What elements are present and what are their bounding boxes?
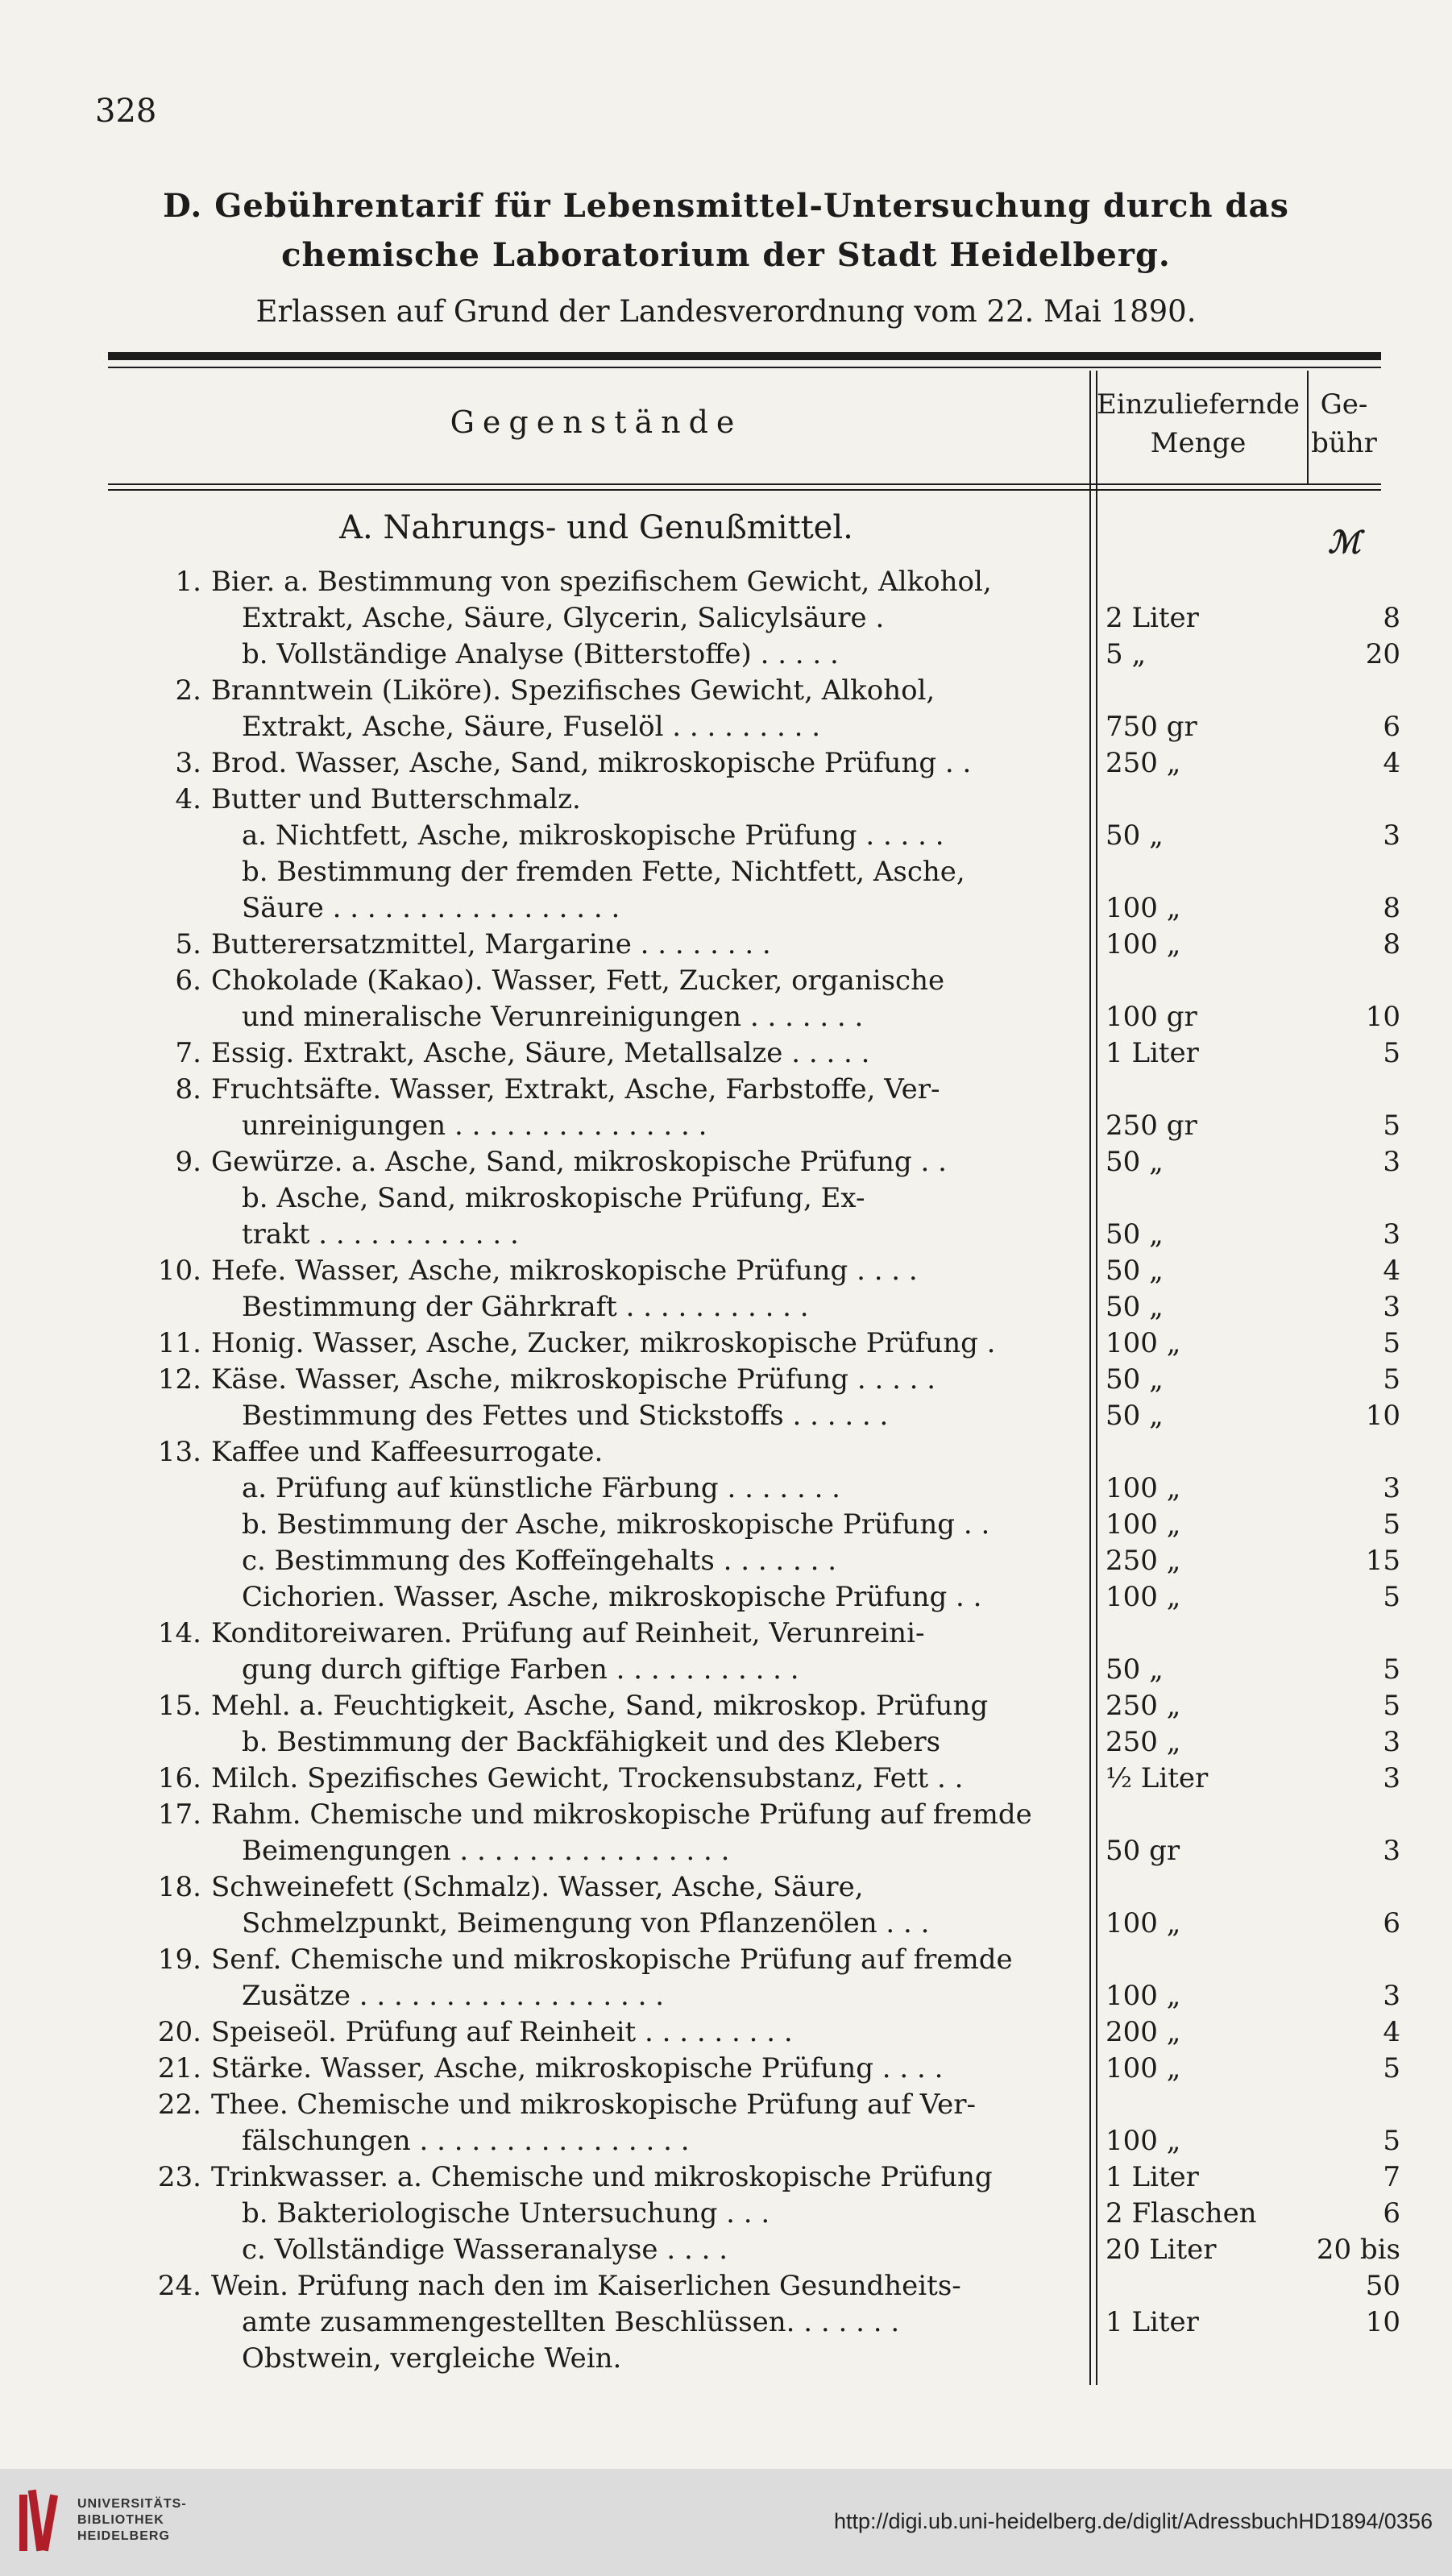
item-quantity: 100 gr — [1106, 1001, 1197, 1033]
item-description: Gewürze. a. Asche, Sand, mikroskopische Prüfung . . — [211, 1146, 947, 1178]
table-row — [0, 2304, 1452, 2340]
item-number: 4. — [175, 783, 201, 815]
item-quantity: 1 Liter — [1106, 1037, 1199, 1069]
item-description: b. Bestimmung der fremden Fette, Nichtfett, Asche, — [242, 856, 965, 888]
library-logo-text — [77, 2496, 187, 2545]
item-quantity: 5 „ — [1106, 638, 1147, 670]
item-quantity: 50 „ — [1106, 1363, 1164, 1396]
item-description: Mehl. a. Feuchtigkeit, Asche, Sand, mikroskop. Prüfung — [211, 1690, 989, 1722]
item-description: Thee. Chemische und mikroskopische Prüfung auf Ver- — [211, 2089, 977, 2121]
item-quantity: ½ Liter — [1106, 1762, 1209, 1794]
item-quantity: 50 gr — [1106, 1835, 1180, 1867]
item-number: 15. — [157, 1690, 201, 1722]
item-description: Extrakt, Asche, Säure, Fuselöl . . . . . . . . . — [242, 711, 821, 743]
item-fee: 3 — [1383, 819, 1400, 852]
item-quantity: 250 „ — [1106, 1726, 1181, 1758]
item-quantity: 100 „ — [1106, 1472, 1181, 1504]
table-row — [0, 2051, 1452, 2086]
table-row — [0, 1724, 1452, 1760]
table-top-thick-rule — [108, 352, 1381, 360]
table-row — [0, 1471, 1452, 1506]
item-fee: 4 — [1383, 747, 1400, 779]
table-row — [0, 963, 1452, 998]
table-row — [0, 2341, 1452, 2376]
item-fee: 4 — [1383, 2016, 1400, 2048]
item-quantity: 100 „ — [1106, 892, 1181, 924]
item-quantity: 50 „ — [1106, 1291, 1164, 1323]
item-description: Honig. Wasser, Asche, Zucker, mikroskopische Prüfung . — [211, 1327, 996, 1359]
item-description: Beimengungen . . . . . . . . . . . . . . . . — [242, 1835, 730, 1867]
item-fee: 10 — [1365, 2306, 1400, 2338]
item-fee: 5 — [1383, 2125, 1400, 2157]
item-description: Kaffee und Kaffeesurrogate. — [211, 1436, 604, 1468]
item-fee: 15 — [1365, 1545, 1400, 1577]
item-description: Trinkwasser. a. Chemische und mikroskopische Prüfung — [211, 2161, 993, 2193]
item-number: 2. — [175, 674, 201, 707]
item-fee: 20 bis — [1316, 2234, 1400, 2266]
item-description: Fruchtsäfte. Wasser, Extrakt, Asche, Farbstoffe, Ver- — [211, 1073, 940, 1105]
header-bottom-rule — [108, 483, 1381, 485]
table-row — [0, 1833, 1452, 1869]
item-description: Konditoreiwaren. Prüfung auf Reinheit, Verunreini- — [211, 1617, 925, 1649]
item-number: 11. — [157, 1327, 201, 1359]
item-description: Brod. Wasser, Asche, Sand, mikroskopische Prüfung . . — [211, 747, 972, 779]
item-quantity: 100 „ — [1106, 1581, 1181, 1613]
item-description: gung durch giftige Farben . . . . . . . . . . . — [242, 1653, 799, 1686]
item-description: a. Prüfung auf künstliche Färbung . . . . . . . — [242, 1472, 840, 1504]
column-header-menge-line-1: Einzuliefernde — [1096, 388, 1300, 421]
item-description: unreinigungen . . . . . . . . . . . . . . . — [242, 1110, 707, 1142]
table-row — [0, 2268, 1452, 2304]
item-fee: 5 — [1383, 1363, 1400, 1396]
table-row — [0, 1616, 1452, 1651]
item-fee: 3 — [1383, 1472, 1400, 1504]
item-number: 6. — [175, 964, 201, 997]
item-number: 10. — [157, 1255, 201, 1287]
item-quantity: 100 „ — [1106, 1907, 1181, 1939]
table-row — [0, 564, 1452, 599]
table-row — [0, 1362, 1452, 1397]
item-quantity: 1 Liter — [1106, 2306, 1199, 2338]
item-description: b. Asche, Sand, mikroskopische Prüfung, Ex- — [242, 1182, 865, 1214]
item-quantity: 750 gr — [1106, 711, 1197, 743]
table-row — [0, 1761, 1452, 1796]
item-quantity: 50 „ — [1106, 1218, 1164, 1251]
item-fee: 3 — [1383, 1762, 1400, 1794]
item-number: 18. — [157, 1871, 201, 1903]
item-fee: 7 — [1383, 2161, 1400, 2193]
item-description: b. Bakteriologische Untersuchung . . . — [242, 2197, 770, 2230]
item-description: Wein. Prüfung nach den im Kaiserlichen Gesundheits- — [211, 2270, 961, 2302]
table-row — [0, 1978, 1452, 2014]
item-quantity: 1 Liter — [1106, 2161, 1199, 2193]
item-fee: 20 — [1365, 638, 1400, 670]
item-fee: 6 — [1383, 711, 1400, 743]
item-number: 1. — [175, 566, 201, 598]
item-fee: 50 — [1365, 2270, 1400, 2302]
item-fee: 6 — [1383, 1907, 1400, 1939]
item-quantity: 100 „ — [1106, 2052, 1181, 2084]
item-fee: 8 — [1383, 928, 1400, 960]
item-quantity: 50 „ — [1106, 1146, 1164, 1178]
item-number: 17. — [157, 1798, 201, 1831]
item-fee: 5 — [1383, 1327, 1400, 1359]
item-fee: 5 — [1383, 2052, 1400, 2084]
item-fee: 5 — [1383, 1508, 1400, 1541]
item-fee: 5 — [1383, 1581, 1400, 1613]
item-quantity: 50 „ — [1106, 1255, 1164, 1287]
table-row — [0, 2087, 1452, 2122]
item-description: Schmelzpunkt, Beimengung von Pflanzenölen . . . — [242, 1907, 930, 1939]
item-quantity: 100 „ — [1106, 2125, 1181, 2157]
item-description: und mineralische Verunreinigungen . . . . . . . — [242, 1001, 864, 1033]
item-number: 23. — [157, 2161, 201, 2193]
table-row — [0, 2014, 1452, 2050]
item-quantity: 250 gr — [1106, 1110, 1197, 1142]
item-description: trakt . . . . . . . . . . . . — [242, 1218, 519, 1251]
table-row — [0, 1217, 1452, 1252]
item-number: 9. — [175, 1146, 201, 1178]
item-quantity: 100 „ — [1106, 1980, 1181, 2012]
item-description: Extrakt, Asche, Säure, Glycerin, Salicylsäure . — [242, 602, 885, 634]
item-fee: 5 — [1383, 1653, 1400, 1686]
library-logo-line-3: HEIDELBERG — [77, 2529, 170, 2543]
item-description: amte zusammengestellten Beschlüssen. . . . . . . — [242, 2306, 900, 2338]
table-row — [0, 2123, 1452, 2159]
item-description: b. Bestimmung der Backfähigkeit und des Klebers — [242, 1726, 941, 1758]
column-divider-gebuehr — [1307, 371, 1309, 483]
table-row — [0, 1942, 1452, 1977]
item-number: 20. — [157, 2016, 201, 2048]
item-description: Chokolade (Kakao). Wasser, Fett, Zucker, organische — [211, 964, 945, 997]
item-description: Rahm. Chemische und mikroskopische Prüfung auf fremde — [211, 1798, 1032, 1831]
item-description: Cichorien. Wasser, Asche, mikroskopische Prüfung . . — [242, 1581, 982, 1613]
item-number: 5. — [175, 928, 201, 960]
page-number: 328 — [95, 93, 157, 130]
item-fee: 5 — [1383, 1110, 1400, 1142]
item-number: 21. — [157, 2052, 201, 2084]
item-number: 7. — [175, 1037, 201, 1069]
item-fee: 5 — [1383, 1690, 1400, 1722]
item-description: Bier. a. Bestimmung von spezifischem Gewicht, Alkohol, — [211, 566, 992, 598]
table-row — [0, 1398, 1452, 1433]
item-description: b. Vollständige Analyse (Bitterstoffe) . . . . . — [242, 638, 839, 670]
table-row — [0, 1108, 1452, 1143]
item-quantity: 250 „ — [1106, 1545, 1181, 1577]
item-quantity: 50 „ — [1106, 1400, 1164, 1432]
item-quantity: 250 „ — [1106, 1690, 1181, 1722]
source-url-link[interactable]: http://digi.ub.uni-heidelberg.de/diglit/AdressbuchHD1894/0356 — [833, 2509, 1433, 2533]
table-row — [0, 709, 1452, 745]
column-header-menge-line-2: Menge — [1150, 427, 1247, 459]
table-row — [0, 637, 1452, 672]
item-number: 8. — [175, 1073, 201, 1105]
table-row — [0, 1035, 1452, 1071]
item-number: 24. — [157, 2270, 201, 2302]
table-row — [0, 2196, 1452, 2231]
item-fee: 3 — [1383, 1726, 1400, 1758]
table-row — [0, 1869, 1452, 1905]
item-number: 16. — [157, 1762, 201, 1794]
table-row — [0, 818, 1452, 853]
item-fee: 10 — [1365, 1001, 1400, 1033]
item-description: a. Nichtfett, Asche, mikroskopische Prüfung . . . . . — [242, 819, 944, 852]
item-description: Obstwein, vergleiche Wein. — [242, 2342, 622, 2375]
table-row — [0, 1253, 1452, 1288]
table-row — [0, 1543, 1452, 1578]
item-number: 14. — [157, 1617, 201, 1649]
item-description: c. Bestimmung des Koffeïngehalts . . . . . . . — [242, 1545, 837, 1577]
document-title-line-1: D. Gebührentarif für Lebensmittel-Untersuchung durch das — [163, 187, 1289, 225]
item-description: Speiseöl. Prüfung auf Reinheit . . . . . . . . . — [211, 2016, 793, 2048]
column-header-gebuehr — [1310, 385, 1378, 463]
table-row — [0, 927, 1452, 962]
document-title-line-2: chemische Laboratorium der Stadt Heidelberg. — [281, 236, 1171, 274]
table-row — [0, 2159, 1452, 2195]
item-quantity: 2 Flaschen — [1106, 2197, 1257, 2230]
table-row — [0, 854, 1452, 890]
item-description: Butter und Butterschmalz. — [211, 783, 581, 815]
library-logo-icon — [15, 2487, 68, 2561]
column-header-menge — [1089, 385, 1307, 463]
table-row — [0, 1144, 1452, 1180]
table-row — [0, 1072, 1452, 1107]
item-description: Schweinefett (Schmalz). Wasser, Asche, Säure, — [211, 1871, 864, 1903]
table-row — [0, 782, 1452, 817]
library-logo-line-2: BIBLIOTHEK — [77, 2513, 164, 2527]
table-row — [0, 999, 1452, 1035]
item-quantity: 200 „ — [1106, 2016, 1181, 2048]
item-quantity: 250 „ — [1106, 747, 1181, 779]
table-row — [0, 673, 1452, 708]
item-quantity: 100 „ — [1106, 928, 1181, 960]
table-row — [0, 1289, 1452, 1325]
item-quantity: 100 „ — [1106, 1508, 1181, 1541]
item-description: c. Vollständige Wasseranalyse . . . . — [242, 2234, 728, 2266]
item-fee: 3 — [1383, 1835, 1400, 1867]
table-row — [0, 1325, 1452, 1361]
table-row — [0, 600, 1452, 636]
table-row — [0, 1906, 1452, 1941]
item-description: Stärke. Wasser, Asche, mikroskopische Prüfung . . . . — [211, 2052, 944, 2084]
item-quantity: 20 Liter — [1106, 2234, 1217, 2266]
item-quantity: 50 „ — [1106, 819, 1164, 852]
item-description: fälschungen . . . . . . . . . . . . . . . . — [242, 2125, 690, 2157]
item-description: Essig. Extrakt, Asche, Säure, Metallsalze . . . . . — [211, 1037, 870, 1069]
item-description: Bestimmung des Fettes und Stickstoffs . . . . . . — [242, 1400, 889, 1432]
column-header-gebuehr-line-1: Ge- — [1320, 388, 1368, 421]
item-description: Säure . . . . . . . . . . . . . . . . . — [242, 892, 620, 924]
item-description: Hefe. Wasser, Asche, mikroskopische Prüfung . . . . — [211, 1255, 918, 1287]
item-number: 19. — [157, 1943, 201, 1976]
item-description: Milch. Spezifisches Gewicht, Trockensubstanz, Fett . . — [211, 1762, 964, 1794]
column-header-gegenstaende: Gegenstände — [450, 404, 743, 440]
table-row — [0, 1579, 1452, 1615]
item-fee: 3 — [1383, 1980, 1400, 2012]
item-description: Butterersatzmittel, Margarine . . . . . . . . — [211, 928, 771, 960]
item-quantity: 2 Liter — [1106, 602, 1199, 634]
table-row — [0, 1434, 1452, 1470]
currency-symbol: ℳ — [1328, 524, 1361, 560]
library-logo-line-1: UNIVERSITÄTS- — [77, 2497, 187, 2511]
table-row — [0, 745, 1452, 781]
column-header-gebuehr-line-2: bühr — [1311, 427, 1377, 459]
table-row — [0, 1507, 1452, 1542]
item-fee: 10 — [1365, 1400, 1400, 1432]
item-fee: 5 — [1383, 1037, 1400, 1069]
table-top-thin-rule — [108, 367, 1381, 368]
table-row — [0, 1688, 1452, 1724]
item-description: Senf. Chemische und mikroskopische Prüfung auf fremde — [211, 1943, 1013, 1976]
item-description: Branntwein (Liköre). Spezifisches Gewicht, Alkohol, — [211, 674, 936, 707]
item-description: Käse. Wasser, Asche, mikroskopische Prüfung . . . . . — [211, 1363, 936, 1396]
item-quantity: 100 „ — [1106, 1327, 1181, 1359]
table-row — [0, 1797, 1452, 1832]
item-number: 13. — [157, 1436, 201, 1468]
item-fee: 4 — [1383, 1255, 1400, 1287]
document-subtitle: Erlassen auf Grund der Landesverordnung vom 22. Mai 1890. — [255, 294, 1197, 329]
item-description: b. Bestimmung der Asche, mikroskopische Prüfung . . — [242, 1508, 990, 1541]
item-fee: 6 — [1383, 2197, 1400, 2230]
item-fee: 3 — [1383, 1291, 1400, 1323]
table-row — [0, 1652, 1452, 1687]
section-heading: A. Nahrungs- und Genußmittel. — [339, 509, 853, 546]
item-fee: 3 — [1383, 1218, 1400, 1251]
item-description: Zusätze . . . . . . . . . . . . . . . . . . — [242, 1980, 665, 2012]
table-row — [0, 2232, 1452, 2267]
table-row — [0, 1180, 1452, 1216]
item-fee: 3 — [1383, 1146, 1400, 1178]
footer-bar — [0, 2469, 1452, 2576]
item-fee: 8 — [1383, 602, 1400, 634]
item-number: 12. — [157, 1363, 201, 1396]
item-fee: 8 — [1383, 892, 1400, 924]
item-number: 3. — [175, 747, 201, 779]
table-row — [0, 890, 1452, 926]
item-quantity: 50 „ — [1106, 1653, 1164, 1686]
item-description: Bestimmung der Gährkraft . . . . . . . . . . . — [242, 1291, 809, 1323]
header-bottom-rule-2 — [108, 489, 1381, 491]
item-number: 22. — [157, 2089, 201, 2121]
